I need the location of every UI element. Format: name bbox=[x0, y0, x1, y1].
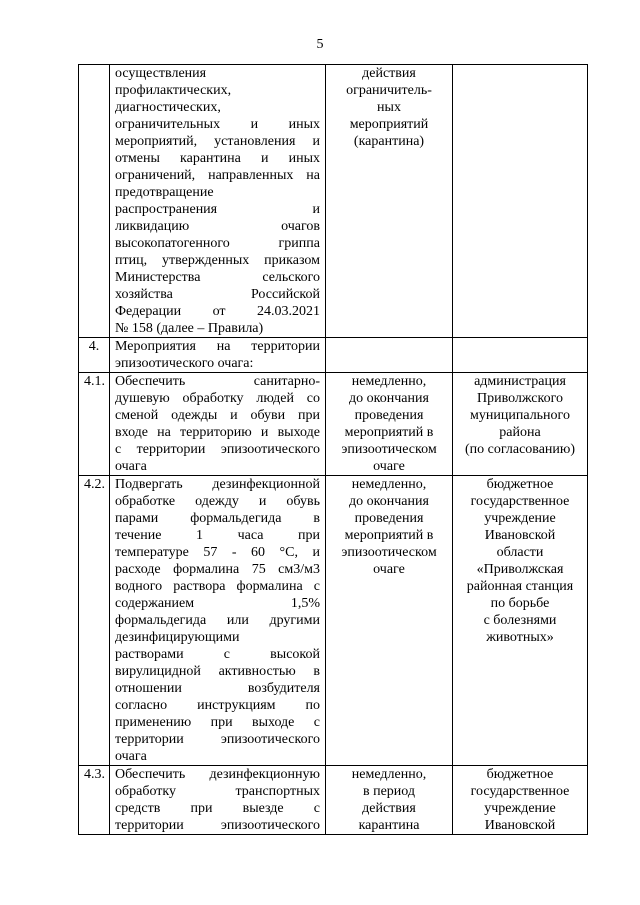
description-line: формальдегида или другими bbox=[115, 613, 320, 628]
term-line: проведения bbox=[354, 511, 424, 526]
description-line: растворами с высокой bbox=[115, 647, 320, 662]
description-line: сменой одежды и обуви при bbox=[115, 408, 320, 423]
responsible-party bbox=[453, 65, 588, 338]
row-number: 4. bbox=[79, 338, 110, 373]
measure-term bbox=[326, 338, 453, 373]
description-line: с территории эпизоотического bbox=[115, 442, 320, 457]
term-line: очаге bbox=[373, 459, 405, 474]
table-row bbox=[79, 373, 588, 476]
term-line: немедленно, bbox=[351, 374, 427, 389]
description-line: территории эпизоотического bbox=[115, 818, 320, 833]
measure-description bbox=[110, 338, 326, 373]
responsible-line: животных» bbox=[486, 630, 554, 645]
term-line: в период bbox=[362, 784, 416, 799]
responsible-line: бюджетное bbox=[486, 477, 554, 492]
term-line: ограничитель- bbox=[346, 83, 432, 98]
description-line: вирулицидной активностью в bbox=[115, 664, 320, 679]
responsible-line: учреждение bbox=[484, 801, 556, 816]
description-line: обработке одежду и обувь bbox=[115, 494, 320, 509]
measure-description bbox=[110, 476, 326, 766]
measure-description bbox=[110, 766, 326, 835]
term-line: мероприятий bbox=[349, 117, 429, 132]
description-line: очага bbox=[115, 459, 147, 474]
measure-term bbox=[326, 766, 453, 835]
row-number: 4.2. bbox=[79, 476, 110, 766]
responsible-line: Ивановской bbox=[484, 528, 556, 543]
description-line: средств при выезде с bbox=[115, 801, 320, 816]
responsible-line: государственное bbox=[470, 494, 570, 509]
description-line: парами формальдегида в bbox=[115, 511, 320, 526]
responsible-line: районная станция bbox=[466, 579, 574, 594]
responsible-party bbox=[453, 338, 588, 373]
row-number bbox=[79, 65, 110, 338]
measures-table bbox=[78, 64, 588, 835]
measure-description bbox=[110, 65, 326, 338]
description-line: профилактических, bbox=[115, 83, 232, 98]
measures-table-body bbox=[79, 65, 588, 835]
term-line: немедленно, bbox=[351, 767, 427, 782]
description-line: Мероприятия на территории bbox=[115, 339, 320, 354]
term-line: эпизоотическом bbox=[341, 442, 437, 457]
description-line: предотвращение bbox=[115, 185, 214, 200]
responsible-line: (по согласованию) bbox=[464, 442, 576, 457]
description-line: течение 1 часа при bbox=[115, 528, 320, 543]
description-line: высокопатогенного гриппа bbox=[115, 236, 320, 251]
description-line: территории эпизоотического bbox=[115, 732, 320, 747]
term-line: очаге bbox=[373, 562, 405, 577]
description-line: очага bbox=[115, 749, 147, 764]
measure-description bbox=[110, 373, 326, 476]
description-line: входе на территорию и выходе bbox=[115, 425, 320, 440]
responsible-line: Ивановской bbox=[484, 818, 556, 833]
responsible-line: бюджетное bbox=[486, 767, 554, 782]
table-row bbox=[79, 476, 588, 766]
term-line: до окончания bbox=[349, 391, 429, 406]
description-line: Министерства сельского bbox=[115, 270, 320, 285]
row-number: 4.1. bbox=[79, 373, 110, 476]
description-line: эпизоотического очага: bbox=[115, 356, 254, 371]
table-row bbox=[79, 338, 588, 373]
responsible-line: государственное bbox=[470, 784, 570, 799]
term-line: проведения bbox=[354, 408, 424, 423]
measure-term bbox=[326, 476, 453, 766]
page-number: 5 bbox=[316, 37, 324, 52]
description-line: мероприятий, установления и bbox=[115, 134, 320, 149]
description-line: отмены карантина и иных bbox=[115, 151, 320, 166]
description-line: № 158 (далее – Правила) bbox=[115, 321, 264, 336]
description-line: Подвергать дезинфекционной bbox=[115, 477, 320, 492]
description-line: ликвидацию очагов bbox=[115, 219, 320, 234]
description-line: Обеспечить дезинфекционную bbox=[115, 767, 320, 782]
responsible-line: с болезнями bbox=[483, 613, 557, 628]
term-line: действия bbox=[362, 66, 416, 81]
term-line: (карантина) bbox=[353, 134, 425, 149]
description-line: душевую обработку людей со bbox=[115, 391, 320, 406]
responsible-line: учреждение bbox=[484, 511, 556, 526]
responsible-party bbox=[453, 476, 588, 766]
table-row bbox=[79, 766, 588, 835]
row-number: 4.3. bbox=[79, 766, 110, 835]
description-line: диагностических, bbox=[115, 100, 221, 115]
term-line: эпизоотическом bbox=[341, 545, 437, 560]
description-line: ограничений, направленных на bbox=[115, 168, 320, 183]
description-line: Федерации от 24.03.2021 bbox=[115, 304, 320, 319]
measure-term bbox=[326, 65, 453, 338]
description-line: отношении возбудителя bbox=[115, 681, 320, 696]
description-line: применению при выходе с bbox=[115, 715, 320, 730]
responsible-line: администрация bbox=[474, 374, 566, 389]
description-line: водного раствора формалина с bbox=[115, 579, 320, 594]
description-line: распространения и bbox=[115, 202, 320, 217]
measure-term bbox=[326, 373, 453, 476]
term-line: ных bbox=[377, 100, 401, 115]
description-line: дезинфицирующими bbox=[115, 630, 240, 645]
description-line: птиц, утвержденных приказом bbox=[115, 253, 320, 268]
responsible-line: муниципального bbox=[470, 408, 570, 423]
responsible-party bbox=[453, 373, 588, 476]
description-line: температуре 57 - 60 °С, и bbox=[115, 545, 320, 560]
description-line: осуществления bbox=[115, 66, 207, 81]
term-line: до окончания bbox=[349, 494, 429, 509]
responsible-line: по борьбе bbox=[490, 596, 550, 611]
description-line: расходе формалина 75 см3/м3 bbox=[115, 562, 320, 577]
term-line: действия bbox=[362, 801, 416, 816]
description-line: хозяйства Российской bbox=[115, 287, 320, 302]
description-line: ограничительных и иных bbox=[115, 117, 320, 132]
responsible-party bbox=[453, 766, 588, 835]
description-line: обработку транспортных bbox=[115, 784, 320, 799]
description-line: Обеспечить санитарно- bbox=[115, 374, 320, 389]
description-line: содержанием 1,5% bbox=[115, 596, 320, 611]
responsible-line: района bbox=[499, 425, 541, 440]
responsible-line: Приволжского bbox=[476, 391, 564, 406]
term-line: мероприятий в bbox=[344, 425, 434, 440]
responsible-line: области bbox=[496, 545, 544, 560]
table-row bbox=[79, 65, 588, 338]
term-line: карантина bbox=[358, 818, 420, 833]
description-line: согласно инструкциям по bbox=[115, 698, 320, 713]
term-line: немедленно, bbox=[351, 477, 427, 492]
term-line: мероприятий в bbox=[344, 528, 434, 543]
responsible-line: «Приволжская bbox=[476, 562, 564, 577]
